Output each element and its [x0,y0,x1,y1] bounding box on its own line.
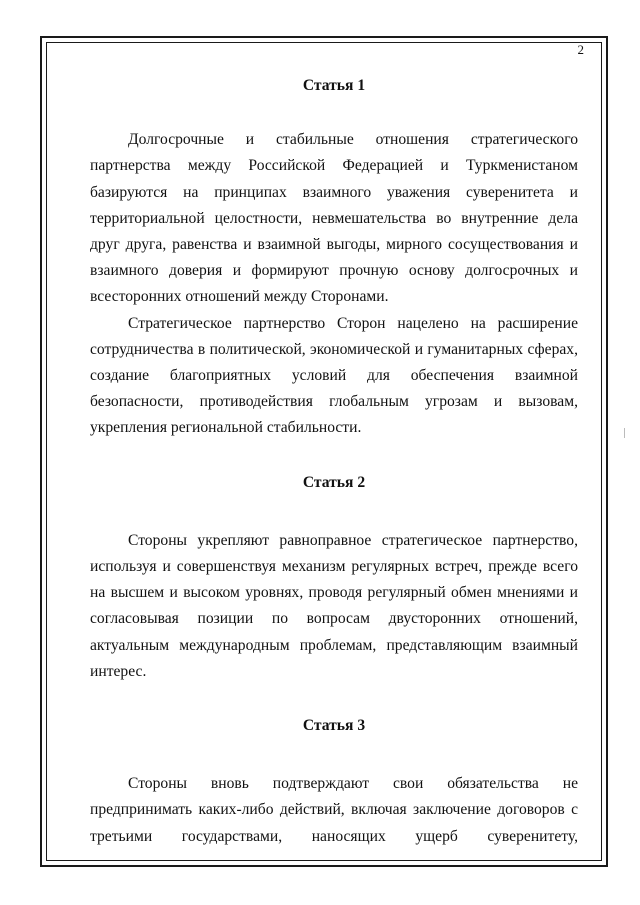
document-body [90,68,578,850]
article-3-paragraph-1: Стороны вновь подтверждают свои обязательства не предпринимать каких-либо действий, включая заключение договоров с третьими государствами, наносящих ущерб суверенитету, [90,775,578,845]
article-1-paragraph-2: Стратегическое партнерство Сторон нацелено на расширение сотрудничества в политической, экономической и гуманитарных сферах, создание благоприятных условий для обеспечения взаимной безопасности, противодействия глобальным угрозам и вызовам, укрепления региональной стабильности. [90,314,578,437]
article-3-heading: Статья 3 [302,717,366,735]
page-number: 2 [577,42,584,57]
article-1-paragraph-1: Долгосрочные и стабильные отношения стратегического партнерства между Российской Федерацией и Туркменистаном базируются на принципах взаимного уважения суверенитета и территориальной целостности, невмешательства во внутренние дела друг друга, равенства и взаимной выгоды, мирного сосуществования и взаимного доверия и формируют прочную основу долгосрочных и всесторонних отношений между Сторонами. [90,131,578,306]
article-2-paragraph-1: Стороны укрепляют равноправное стратегическое партнерство, используя и совершенствуя механизм регулярных встреч, прежде всего на высшем и высоком уровнях, проводя регулярный обмен мнениями и согласовывая позиции по вопросам двусторонних отношений, актуальным международным проблемам, представляющим взаимный интерес. [90,531,578,680]
margin-mark [624,428,625,438]
article-2-heading: Статья 2 [302,473,366,491]
article-1-heading: Статья 1 [302,77,366,94]
